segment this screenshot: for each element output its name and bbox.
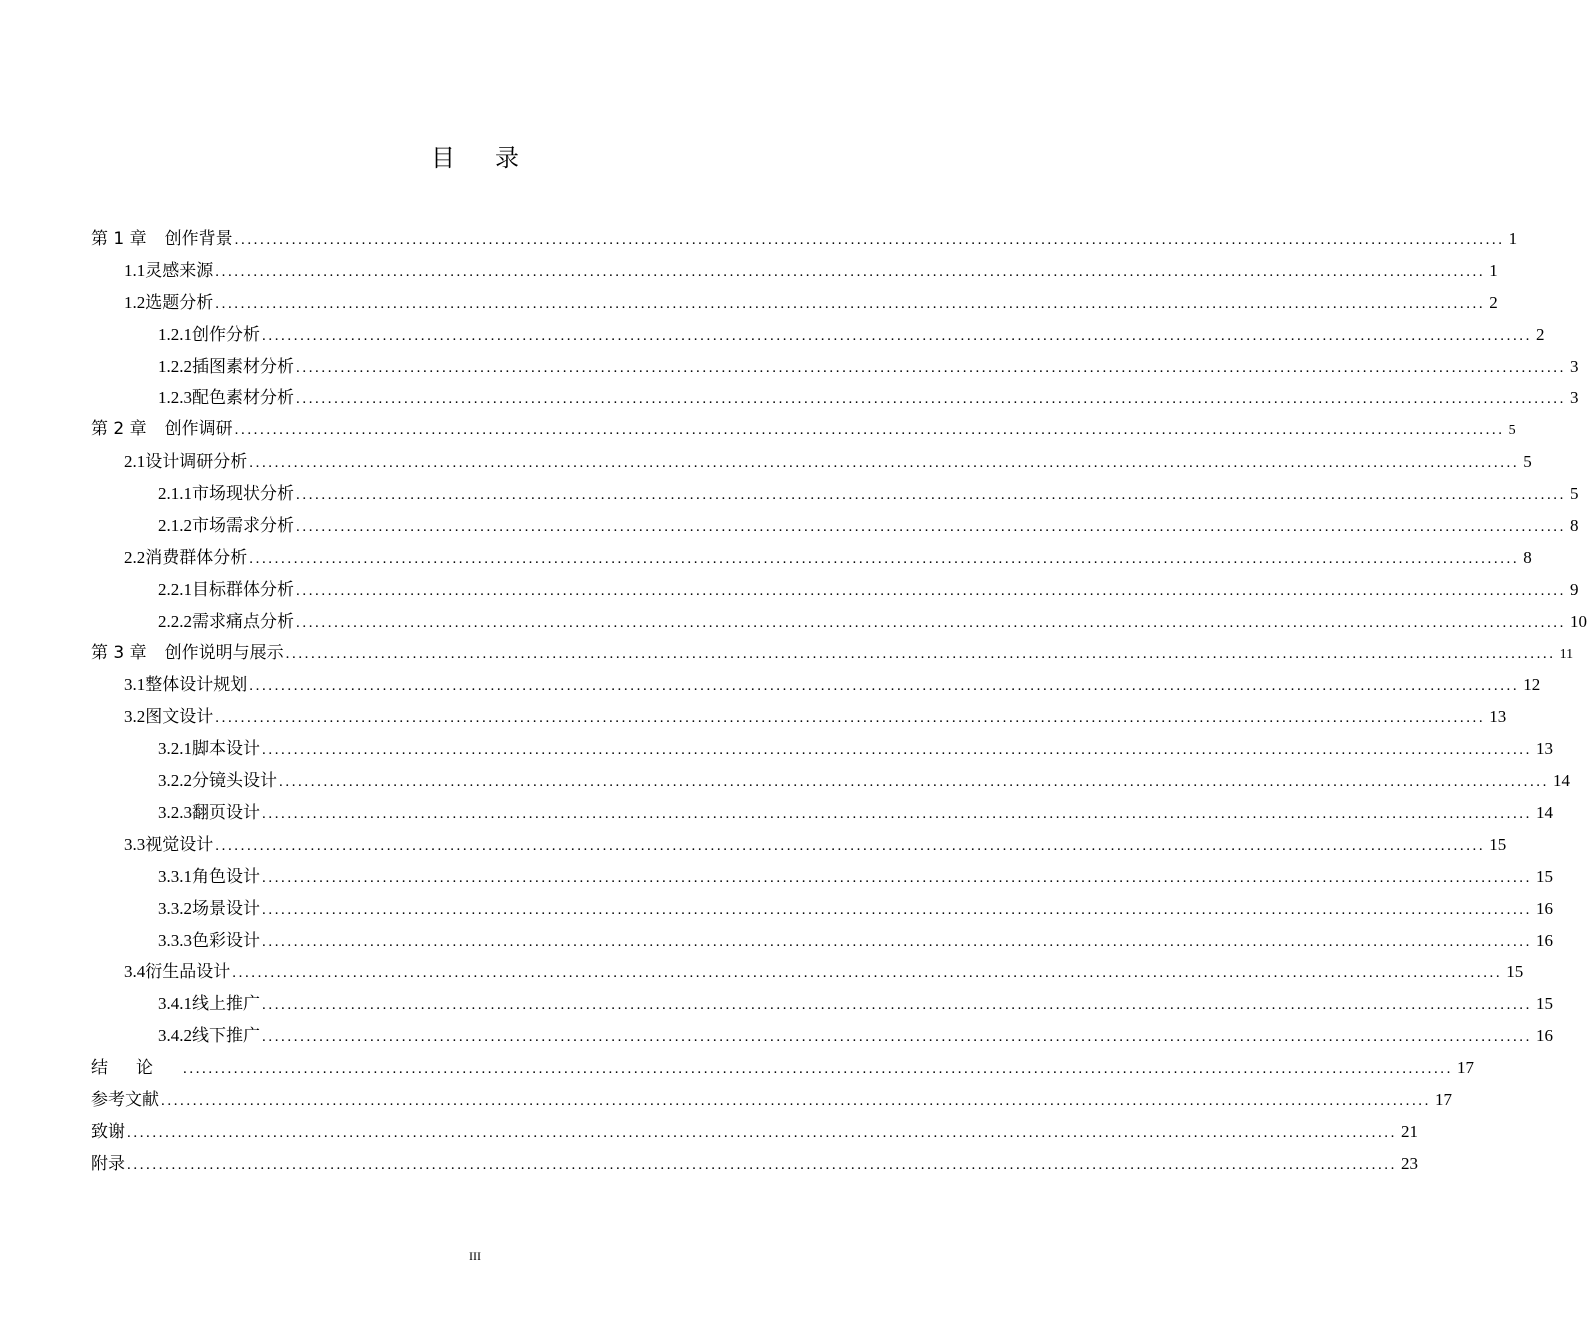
- dot-leader: ........................................................................................................................................................................................................: [262, 742, 1532, 759]
- dot-leader: ........................................................................................................................................................................................................: [234, 232, 1505, 248]
- dot-leader: ........................................................................................................................................................................................................: [262, 1029, 1532, 1046]
- toc-entry-page: 8: [1523, 547, 1532, 567]
- dot-leader: ........................................................................................................................................................................................................: [296, 487, 1566, 504]
- dot-leader: ........................................................................................................................................................................................................: [161, 1093, 1431, 1110]
- toc-entry-page: 5: [1508, 423, 1516, 439]
- toc-entry[interactable]: [91, 1084, 1452, 1116]
- toc-entry-page: 1: [1489, 260, 1498, 280]
- toc-entry-page: 9: [1570, 579, 1579, 599]
- toc-entry-title: 翻页设计: [192, 803, 260, 824]
- dot-leader: ........................................................................................................................................................................................................: [215, 263, 1486, 280]
- dot-leader: ........................................................................................................................................................................................................: [234, 422, 1505, 439]
- toc-entry[interactable]: [91, 351, 1579, 383]
- dot-leader: ........................................................................................................................................................................................................: [249, 678, 1520, 695]
- toc-entry-number: 1.2: [124, 292, 146, 312]
- dot-leader: ........................................................................................................................................................................................................: [296, 519, 1566, 536]
- toc-entry-page: 2: [1489, 292, 1498, 312]
- toc-entry-number: 3.2: [124, 707, 146, 727]
- toc-entry[interactable]: [91, 574, 1579, 606]
- toc-entry[interactable]: [91, 1148, 1418, 1180]
- toc-entry-title: 创作调研: [164, 419, 233, 440]
- dot-leader: ........................................................................................................................................................................................................: [285, 645, 1556, 662]
- toc-entry[interactable]: [91, 829, 1507, 861]
- toc-entry-page: 14: [1553, 771, 1570, 791]
- toc-entry-number: 3.2.2: [158, 771, 192, 791]
- toc-entry-number: 3.3.3: [158, 930, 192, 950]
- toc-entry-title: 创作背景: [164, 229, 233, 249]
- toc-entry-title: 灵感来源: [145, 260, 214, 281]
- toc-entry-page: 21: [1401, 1121, 1418, 1141]
- toc-entry[interactable]: [91, 223, 1518, 255]
- toc-entry-title: 附录: [91, 1153, 125, 1174]
- toc-entry-number: 1.2.2: [158, 356, 192, 376]
- dot-leader: ........................................................................................................................................................................................................: [127, 1124, 1397, 1141]
- toc-entry-title: 参考文献: [91, 1090, 159, 1111]
- toc-entry-number: 2.2.2: [158, 611, 192, 631]
- toc-entry-title: 色彩设计: [192, 930, 260, 951]
- toc-entry-title: 衍生品设计: [145, 962, 231, 983]
- dot-leader: ........................................................................................................................................................................................................: [232, 965, 1503, 982]
- page-number: III: [469, 1249, 481, 1263]
- dot-leader: ........................................................................................................................................................................................................: [127, 1156, 1397, 1173]
- toc-entry[interactable]: [91, 956, 1524, 988]
- toc-entry[interactable]: [91, 382, 1579, 414]
- dot-leader: ........................................................................................................................................................................................................: [249, 550, 1520, 567]
- toc-entry-number: 3.2.3: [158, 803, 192, 823]
- toc-entry-title: 致谢: [91, 1121, 125, 1142]
- toc-entry[interactable]: [91, 893, 1553, 925]
- toc-entry-page: 2: [1536, 324, 1545, 344]
- dot-leader: ........................................................................................................................................................................................................: [215, 710, 1486, 727]
- dot-leader: ........................................................................................................................................................................................................: [215, 837, 1486, 854]
- dot-leader: ........................................................................................................................................................................................................: [262, 997, 1532, 1014]
- toc-entry-page: 8: [1570, 516, 1579, 536]
- toc-entry-title: 设计调研分析: [145, 452, 248, 473]
- toc-entry-title: 市场现状分析: [192, 484, 294, 505]
- toc-entry-title: 线下推广: [192, 1026, 260, 1047]
- toc-entry-title: 配色素材分析: [192, 388, 294, 409]
- toc-entry-number: 2.2.1: [158, 579, 192, 599]
- dot-leader: ........................................................................................................................................................................................................: [296, 614, 1566, 631]
- toc-entry-title: 分镜头设计: [192, 771, 277, 792]
- toc-entry-number: 1.2.3: [158, 388, 192, 408]
- toc-entry[interactable]: [91, 1020, 1553, 1052]
- toc-entry[interactable]: [91, 606, 1587, 638]
- toc-entry-title: 目标群体分析: [192, 579, 294, 600]
- toc-entry-number: 1.2.1: [158, 324, 192, 344]
- toc-entry-title: 整体设计规划: [145, 675, 248, 696]
- toc-entry-number: 3.1: [124, 675, 146, 695]
- toc-entry-page: 15: [1536, 994, 1553, 1014]
- dot-leader: ........................................................................................................................................................................................................: [296, 359, 1566, 376]
- toc-entry[interactable]: [91, 446, 1532, 478]
- toc-entry-page: 10: [1570, 611, 1587, 631]
- toc-entry-page: 11: [1559, 646, 1574, 662]
- toc-entry-page: 3: [1570, 356, 1579, 376]
- toc-entry-page: 13: [1489, 707, 1507, 727]
- toc-entry-title: 市场需求分析: [192, 516, 294, 537]
- toc-entry-page: 17: [1457, 1058, 1474, 1078]
- dot-leader: ........................................................................................................................................................................................................: [262, 901, 1532, 918]
- toc-entry-title: 结论: [91, 1058, 181, 1079]
- dot-leader: ........................................................................................................................................................................................................: [262, 327, 1532, 344]
- toc-entry[interactable]: [91, 638, 1574, 670]
- toc-entry-page: 15: [1489, 834, 1507, 854]
- toc-entry[interactable]: [91, 287, 1498, 319]
- toc-entry-page: 17: [1435, 1090, 1452, 1110]
- dot-leader: ........................................................................................................................................................................................................: [215, 295, 1486, 312]
- title-char-2: 录: [495, 144, 519, 172]
- toc-entry-number: 第 2 章: [91, 419, 147, 440]
- toc-entry-title: 视觉设计: [145, 834, 214, 855]
- toc-entry[interactable]: [91, 1116, 1418, 1148]
- toc-entry-title: 脚本设计: [192, 739, 260, 760]
- dot-leader: ........................................................................................................................................................................................................: [183, 1061, 1453, 1078]
- toc-entry-number: 2.2: [124, 547, 146, 567]
- toc-entry-page: 23: [1401, 1153, 1418, 1173]
- toc-entry-page: 1: [1508, 229, 1518, 248]
- toc-entry[interactable]: [91, 319, 1545, 351]
- toc-entry[interactable]: [91, 669, 1541, 701]
- toc-entry[interactable]: [91, 988, 1553, 1020]
- toc-entry-number: 第 1 章: [91, 229, 147, 249]
- toc-entry-title: 创作分析: [192, 324, 260, 345]
- toc-entry-page: 5: [1523, 452, 1532, 472]
- toc-entry-title: 角色设计: [192, 866, 260, 887]
- toc-entry[interactable]: [91, 925, 1553, 957]
- toc-entry-number: 第 3 章: [91, 642, 147, 663]
- toc-entry-number: 3.3.2: [158, 898, 192, 918]
- toc-entry-title: 创作说明与展示: [164, 642, 284, 663]
- toc-entry[interactable]: [91, 765, 1570, 797]
- toc-entry[interactable]: [91, 510, 1579, 542]
- toc-entry-title: 消费群体分析: [145, 547, 248, 568]
- toc-entry-number: 1.1: [124, 260, 146, 280]
- toc-entry-page: 5: [1570, 484, 1579, 504]
- toc-entry-page: 16: [1536, 898, 1553, 918]
- toc-entry-title: 需求痛点分析: [192, 611, 294, 632]
- toc-entry-number: 2.1.2: [158, 516, 192, 536]
- toc-entry-number: 2.1: [124, 452, 146, 472]
- toc-entry-number: 3.3.1: [158, 866, 192, 886]
- toc-entry-page: 14: [1536, 803, 1553, 823]
- toc-entry[interactable]: [91, 701, 1507, 733]
- table-of-contents: [91, 223, 1587, 1180]
- toc-entry[interactable]: [91, 542, 1532, 574]
- toc-entry[interactable]: [91, 478, 1579, 510]
- toc-entry-page: 3: [1570, 388, 1579, 408]
- toc-entry-page: 12: [1523, 675, 1541, 695]
- toc-entry-number: 3.4.2: [158, 1026, 192, 1046]
- toc-entry-page: 15: [1536, 866, 1553, 886]
- toc-entry-title: 场景设计: [192, 898, 260, 919]
- dot-leader: ........................................................................................................................................................................................................: [296, 582, 1566, 599]
- dot-leader: ........................................................................................................................................................................................................: [262, 806, 1532, 823]
- dot-leader: ........................................................................................................................................................................................................: [262, 933, 1532, 950]
- toc-entry-number: 3.4.1: [158, 994, 192, 1014]
- toc-entry-title: 选题分析: [145, 292, 214, 313]
- toc-entry[interactable]: [91, 861, 1553, 893]
- toc-entry[interactable]: [91, 1052, 1474, 1084]
- toc-entry-number: 3.3: [124, 834, 146, 854]
- toc-entry[interactable]: [91, 797, 1553, 829]
- dot-leader: ........................................................................................................................................................................................................: [296, 391, 1566, 408]
- dot-leader: ........................................................................................................................................................................................................: [262, 869, 1532, 886]
- toc-entry[interactable]: [91, 733, 1553, 765]
- toc-entry-number: 2.1.1: [158, 484, 192, 504]
- toc-entry-page: 16: [1536, 930, 1553, 950]
- toc-entry[interactable]: [91, 414, 1516, 446]
- dot-leader: ........................................................................................................................................................................................................: [279, 774, 1549, 791]
- toc-entry[interactable]: [91, 255, 1498, 287]
- title-char-1: 目: [431, 144, 455, 172]
- page-title: [0, 138, 950, 173]
- dot-leader: ........................................................................................................................................................................................................: [249, 455, 1520, 472]
- toc-entry-page: 13: [1536, 739, 1553, 759]
- toc-entry-title: 图文设计: [145, 707, 214, 728]
- toc-entry-title: 插图素材分析: [192, 356, 294, 377]
- toc-entry-number: 3.4: [124, 962, 146, 982]
- toc-entry-number: 3.2.1: [158, 739, 192, 759]
- toc-entry-title: 线上推广: [192, 994, 260, 1015]
- toc-entry-page: 16: [1536, 1026, 1553, 1046]
- toc-entry-page: 15: [1506, 962, 1524, 982]
